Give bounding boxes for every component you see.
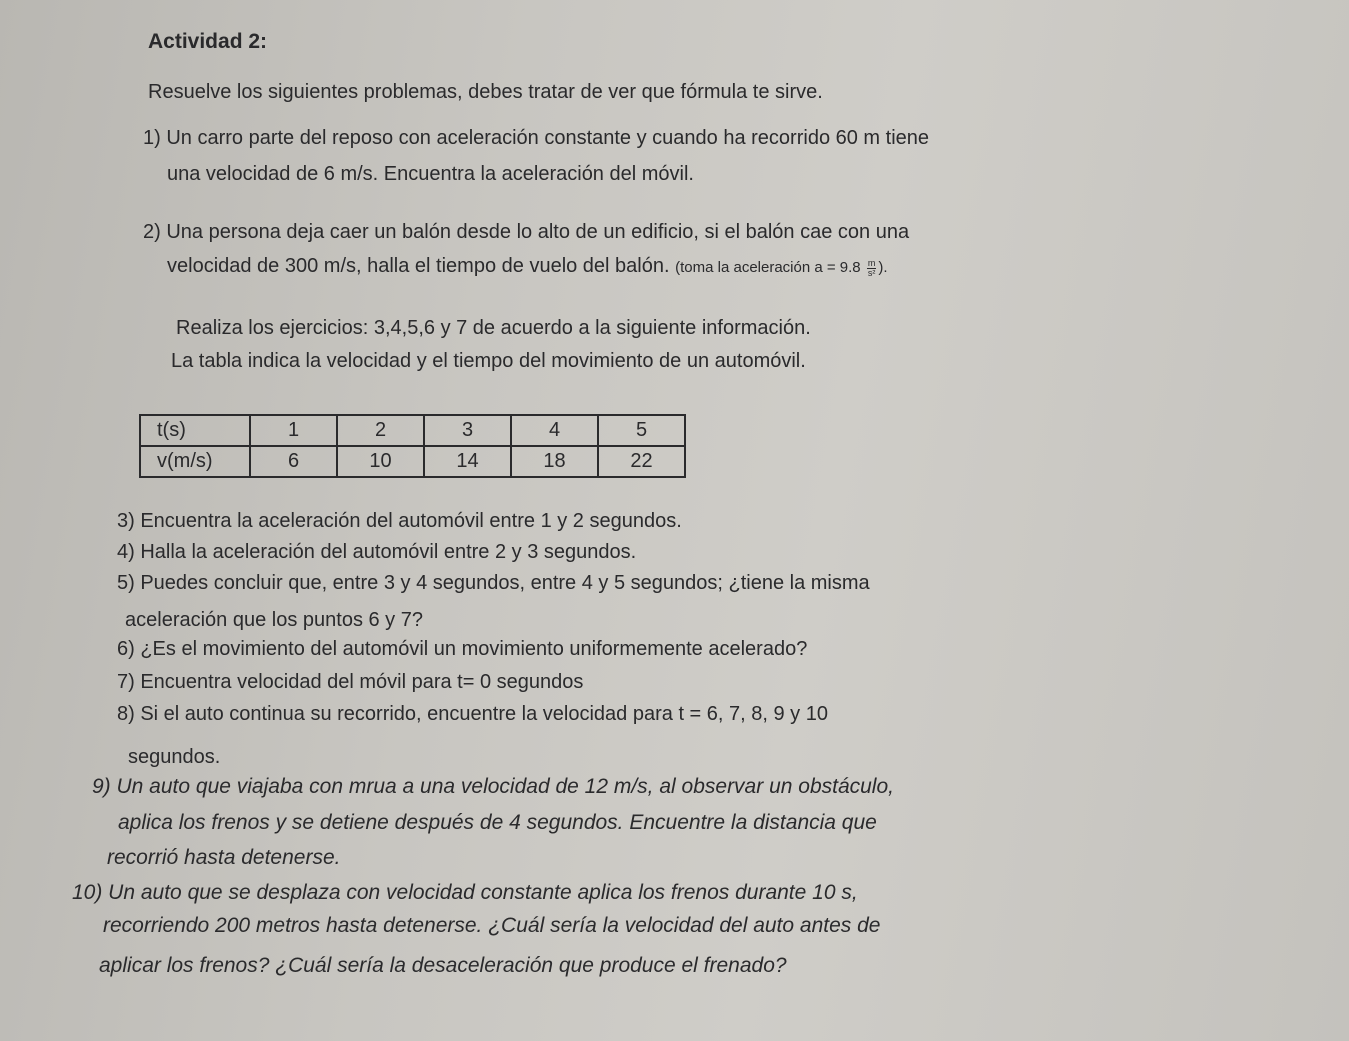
exercise-10-line-1: 10) Un auto que se desplaza con velocidad constante aplica los frenos durante 10 s, [72,881,858,904]
exercise-8-line-1: 8) Si el auto continua su recorrido, encuentre la velocidad para t = 6, 7, 8, 9 y 10 [117,703,828,725]
exercise-9-line-1: 9) Un auto que viajaba con mrua a una velocidad de 12 m/s, al observar un obstáculo, [92,775,894,798]
table-cell: 4 [511,415,598,446]
problem-2-line-1: 2) Una persona deja caer un balón desde lo alto de un edificio, si el balón cae con una [143,221,910,243]
table-cell: 5 [598,415,685,446]
acceleration-note-prefix: (toma la aceleración a = 9.8 [675,259,861,276]
table-cell: 22 [598,446,685,477]
table-row [140,415,685,446]
table-cell: 3 [424,415,511,446]
table-row-header-velocity: v(m/s) [140,446,250,477]
intro-line-2: La tabla indica la velocidad y el tiempo del movimiento de un automóvil. [171,350,806,372]
intro-line-1: Realiza los ejercicios: 3,4,5,6 y 7 de acuerdo a la siguiente información. [176,317,811,339]
table-cell: 2 [337,415,424,446]
problem-1-line-1: 1) Un carro parte del reposo con aceleración constante y cuando ha recorrido 60 m tiene [143,127,930,149]
exercise-6: 6) ¿Es el movimiento del automóvil un movimiento uniformemente acelerado? [117,638,808,660]
acceleration-note [675,259,887,276]
table-cell: 1 [250,415,337,446]
table-row-header-time: t(s) [140,415,250,446]
exercise-9-line-3: recorrió hasta detenerse. [107,846,341,869]
fraction-denominator: s² [867,267,876,278]
table-row [140,446,685,477]
acceleration-note-suffix: ). [878,259,888,276]
table-cell: 6 [250,446,337,477]
fraction-numerator: m [867,257,876,268]
exercise-7: 7) Encuentra velocidad del móvil para t= 0 segundos [117,671,584,693]
table-cell: 14 [424,446,511,477]
exercise-5-line-1: 5) Puedes concluir que, entre 3 y 4 segundos, entre 4 y 5 segundos; ¿tiene la misma [117,572,870,594]
exercise-9-line-2: aplica los frenos y se detiene después de 4 segundos. Encuentre la distancia que [118,811,877,834]
table-cell: 10 [337,446,424,477]
exercise-4: 4) Halla la aceleración del automóvil entre 2 y 3 segundos. [117,541,637,563]
exercise-3: 3) Encuentra la aceleración del automóvil entre 1 y 2 segundos. [117,510,682,532]
exercise-5-line-2: aceleración que los puntos 6 y 7? [125,609,423,631]
units-fraction [867,259,877,278]
exercise-8-line-2: segundos. [128,746,221,768]
problem-2-line-2 [167,255,888,278]
exercise-10-line-3: aplicar los frenos? ¿Cuál sería la desaceleración que produce el frenado? [99,954,787,977]
problem-1-line-2: una velocidad de 6 m/s. Encuentra la aceleración del móvil. [167,163,694,185]
exercise-10-line-2: recorriendo 200 metros hasta detenerse. ¿Cuál sería la velocidad del auto antes de [103,914,881,937]
velocity-time-table [139,414,686,478]
page-title: Actividad 2: [148,30,268,53]
problem-2-text: velocidad de 300 m/s, halla el tiempo de vuelo del balón. [167,255,670,277]
table-cell: 18 [511,446,598,477]
instructions-text: Resuelve los siguientes problemas, debes tratar de ver que fórmula te sirve. [148,81,823,103]
